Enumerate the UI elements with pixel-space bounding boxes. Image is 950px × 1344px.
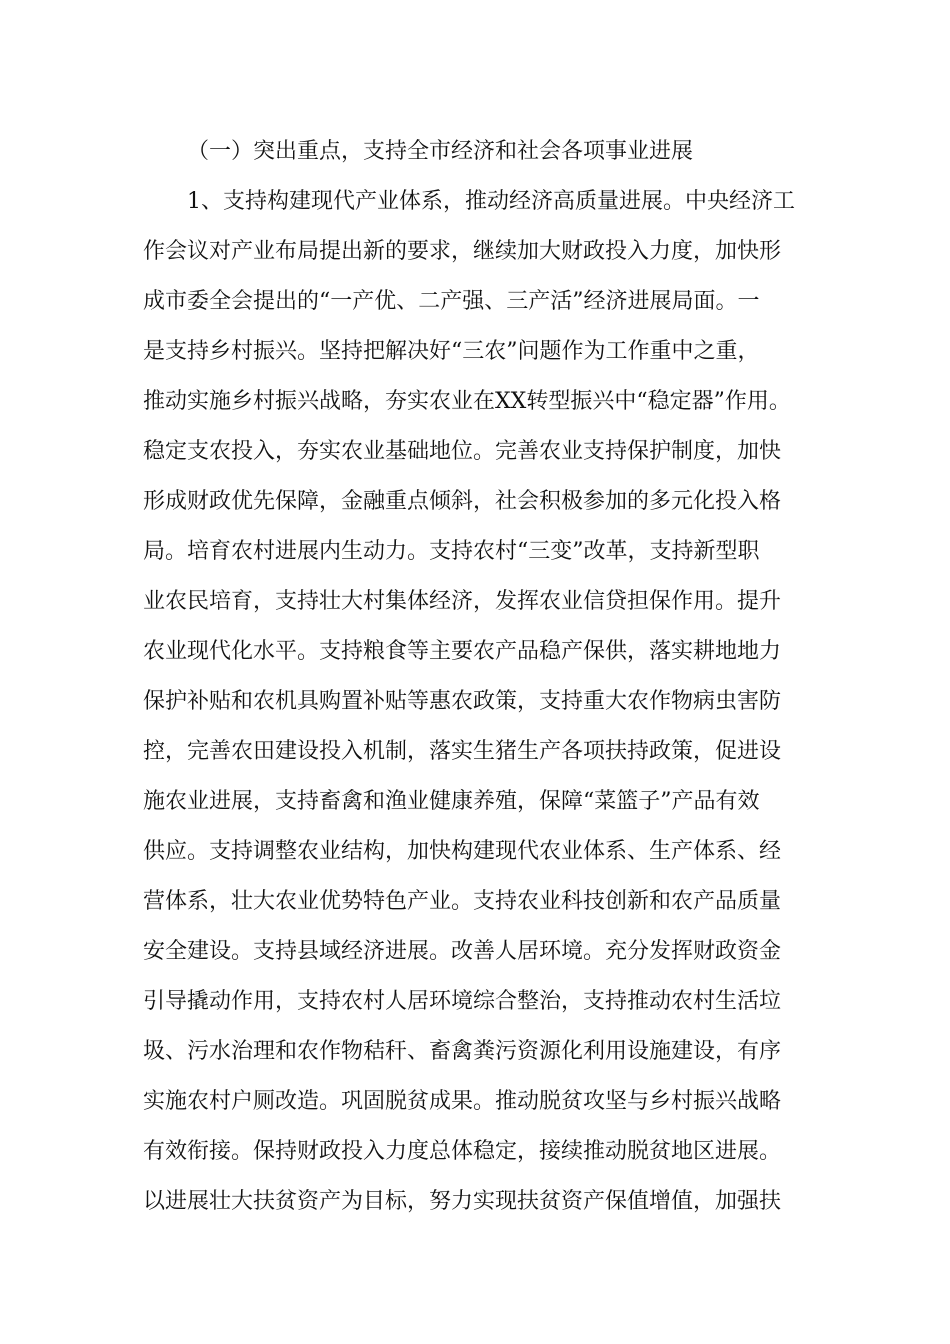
paragraph-line: 以进展壮大扶贫资产为目标，努力实现扶贫资产保值增值，加强扶 bbox=[143, 1189, 782, 1214]
paragraph-line: 供应。支持调整农业结构，加快构建现代农业体系、生产体系、经 bbox=[143, 839, 782, 864]
paragraph-line: 推动实施乡村振兴战略，夯实农业在XX转型振兴中“稳定器”作用。 bbox=[143, 389, 791, 414]
paragraph-line: 农业现代化水平。支持粮食等主要农产品稳产保供，落实耕地地力 bbox=[143, 639, 782, 664]
document-body bbox=[143, 131, 808, 1231]
paragraph-line: 业农民培育，支持壮大村集体经济，发挥农业信贷担保作用。提升 bbox=[143, 589, 782, 614]
paragraph-line: 营体系，壮大农业优势特色产业。支持农业科技创新和农产品质量 bbox=[143, 889, 782, 914]
paragraph-line: 实施农村户厕改造。巩固脱贫成果。推动脱贫攻坚与乡村振兴战略 bbox=[143, 1089, 782, 1114]
paragraph-line: 局。培育农村进展内生动力。支持农村“三变”改革，支持新型职 bbox=[143, 539, 760, 564]
paragraph-line: 成市委全会提出的“一产优、二产强、三产活”经济进展局面。一 bbox=[143, 289, 760, 314]
paragraph-line: 有效衔接。保持财政投入力度总体稳定，接续推动脱贫地区进展。 bbox=[143, 1139, 782, 1164]
paragraph-line: 稳定支农投入，夯实农业基础地位。完善农业支持保护制度，加快 bbox=[143, 439, 782, 464]
paragraph-line: 控，完善农田建设投入机制，落实生猪生产各项扶持政策，促进设 bbox=[143, 739, 782, 764]
paragraph-line: 施农业进展，支持畜禽和渔业健康养殖，保障“菜篮子”产品有效 bbox=[143, 789, 760, 814]
paragraph-line: 安全建设。支持县域经济进展。改善人居环境。充分发挥财政资金 bbox=[143, 939, 782, 964]
paragraph-line: 保护补贴和农机具购置补贴等惠农政策，支持重大农作物病虫害防 bbox=[143, 689, 782, 714]
paragraph-line: 作会议对产业布局提出新的要求，继续加大财政投入力度，加快形 bbox=[143, 239, 782, 264]
section-heading: （一）突出重点，支持全市经济和社会各项事业进展 bbox=[187, 139, 694, 164]
paragraph-line: 是支持乡村振兴。坚持把解决好“三农”问题作为工作重中之重， bbox=[143, 339, 760, 364]
paragraph-line: 引导撬动作用，支持农村人居环境综合整治，支持推动农村生活垃 bbox=[143, 989, 782, 1014]
paragraph-line: 形成财政优先保障，金融重点倾斜，社会积极参加的多元化投入格 bbox=[143, 489, 782, 514]
paragraph-line: 圾、污水治理和农作物秸秆、畜禽粪污资源化利用设施建设，有序 bbox=[143, 1039, 782, 1064]
paragraph-line: 1、支持构建现代产业体系，推动经济高质量进展。中央经济工 bbox=[187, 189, 795, 214]
